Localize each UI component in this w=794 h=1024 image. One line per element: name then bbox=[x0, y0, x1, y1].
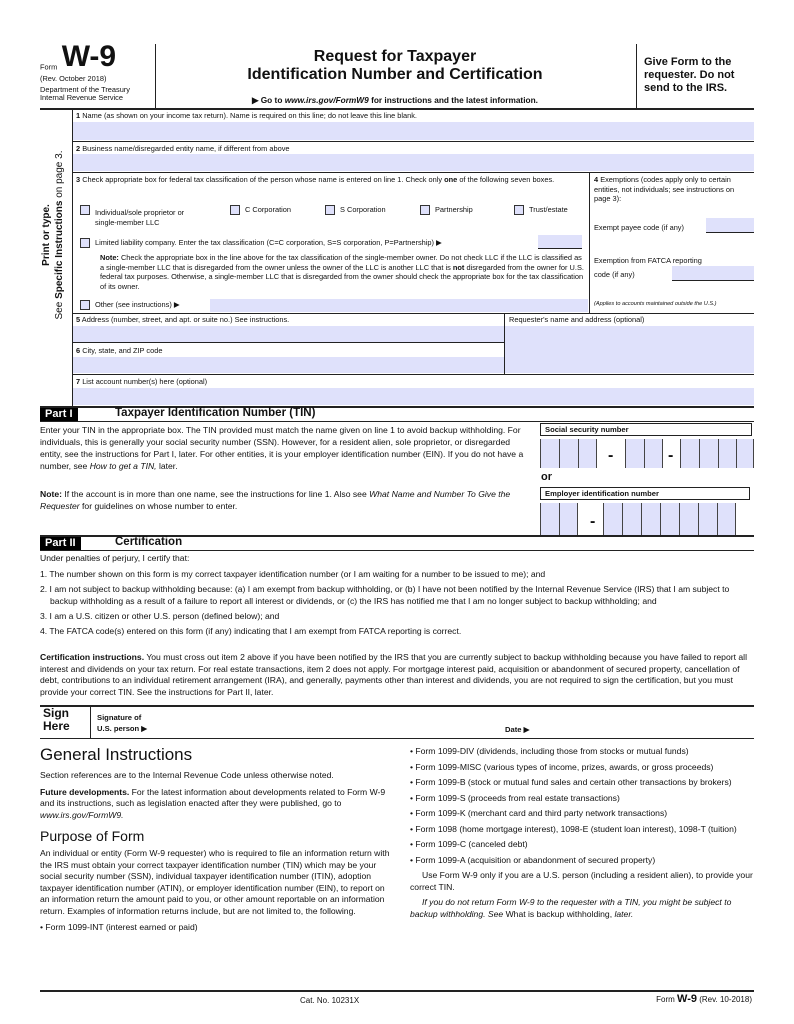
part2-title: Certification bbox=[115, 536, 183, 548]
exemptions-label: 4 Exemptions (codes apply only to certain entities, not individuals; see instructions on page 3): bbox=[594, 175, 735, 204]
ssn-dash: - bbox=[668, 447, 674, 464]
form-title bbox=[156, 48, 634, 84]
exempt-payee-input[interactable] bbox=[706, 218, 754, 233]
part1-tag: Part I bbox=[40, 408, 78, 421]
perjury-intro: Under penalties of perjury, I certify that: bbox=[40, 553, 190, 563]
exempt-payee-label: Exempt payee code (if any) bbox=[594, 223, 684, 232]
ssn-label: Social security number bbox=[540, 423, 752, 436]
side-see: See bbox=[54, 298, 65, 320]
form-list: • Form 1099-DIV (dividends, including those from stocks or mutual funds) • Form 1099-MISC (various types of income, prizes, awards, or gross proceeds) • Form 1099-B (stock or mutual fund sales and certain other transactions by brokers) • Form 1099-S (proceeds from real estate transactions) • Form 1099-K (merchant card and third party network transactions) • Form 1098 (home mortgage interest), 1098-E (student loan interest), 1098-T (tuition) • Form 1099-C (canceled debt) • Form 1099-A (acquisition or abandonment of secured property) Use Form W-9 only if you are a U.S. person (including a resident alien), to provide your correct TIN. If you do not return Form W-9 to the requester with a TIN, you might be subject to backup withholding. See What is backup withholding, later. bbox=[410, 746, 753, 919]
side-specific: Specific Instructions bbox=[54, 200, 65, 299]
ein-field[interactable] bbox=[540, 487, 754, 535]
fatca-label-2: code (if any) bbox=[594, 270, 635, 279]
form-word: Form bbox=[40, 62, 58, 72]
checkbox-s-corp[interactable]: S Corporation bbox=[325, 205, 386, 215]
account-numbers-input[interactable] bbox=[73, 388, 754, 405]
ssn-dash: - bbox=[608, 447, 614, 464]
other-input[interactable] bbox=[210, 299, 588, 312]
checkbox-individual[interactable]: Individual/sole proprietor or single-member LLC bbox=[80, 205, 230, 227]
side-instructions bbox=[40, 120, 66, 350]
print-or-type: Print or type. bbox=[41, 204, 52, 266]
form-id bbox=[40, 42, 155, 102]
llc-note: Note: Check the appropriate box in the line above for the tax classification of the single-member owner. Do not check LLC if the LLC is classified as a single-member LLC that is disregarded from the owner unless the owner of the LLC is another LLC that is not disregarded from the owner for U.S. federal tax purposes. Otherwise, a single-member LLC that is disregarded from the owner should check the appropriate box for the tax classification of its owner. bbox=[100, 253, 584, 291]
certification-items: 1. The number shown on this form is my correct taxpayer identification number (or I am waiting for a number to be issued to me); and 2. I am not subject to backup withholding because: (a) I am exempt from backup withholding, or (b) I have not been notified by the Internal Revenue Service (IRS) that I am subject to backup withholding as a result of a failure to report all interest or dividends, or (c) the IRS has notified me that I am no longer subject to backup withholding; and 3. I am a U.S. citizen or other U.S. person (defined below); and 4. The FATCA code(s) entered on this form (if any) indicating that I am exempt from FATCA reporting is correct. bbox=[40, 569, 730, 636]
fatca-code-input[interactable] bbox=[672, 266, 754, 281]
date-input[interactable] bbox=[540, 708, 750, 737]
address-input[interactable] bbox=[73, 326, 504, 342]
line1-label: 1 Name (as shown on your income tax return). Name is required on this line; do not leave this line blank. bbox=[76, 111, 417, 120]
fatca-label: Exemption from FATCA reporting bbox=[594, 256, 702, 265]
or-label: or bbox=[541, 471, 552, 483]
line7-label: 7 List account number(s) here (optional) bbox=[76, 377, 208, 386]
business-name-input[interactable] bbox=[73, 154, 754, 171]
title-line1: Request for Taxpayer bbox=[313, 48, 477, 65]
part2-tag: Part II bbox=[40, 537, 81, 550]
title-line2: Identification Number and Certification bbox=[247, 66, 543, 83]
signature-input[interactable] bbox=[160, 708, 500, 737]
checkbox-llc[interactable]: Limited liability company. Enter the tax classification (C=C corporation, S=S corporation, P=Partnership) ▶ bbox=[80, 238, 442, 248]
ein-dash: - bbox=[590, 513, 596, 530]
purpose-title: Purpose of Form bbox=[40, 828, 145, 844]
revision: (Rev. October 2018) bbox=[40, 74, 107, 83]
give-form-note: Give Form to the requester. Do not send to the IRS. bbox=[644, 56, 735, 94]
fatca-applies-note: (Applies to accounts maintained outside the U.S.) bbox=[594, 301, 717, 307]
requester-label: Requester's name and address (optional) bbox=[509, 315, 645, 324]
dept-line1: Department of the Treasury bbox=[40, 84, 130, 94]
checkbox-other[interactable]: Other (see instructions) ▶ bbox=[80, 300, 180, 310]
dept-line2: Internal Revenue Service bbox=[40, 92, 123, 102]
name-input[interactable] bbox=[73, 122, 754, 140]
side-page: on page 3. bbox=[54, 150, 65, 201]
signature-label: Signature of U.S. person ▶ bbox=[97, 713, 148, 733]
ssn-field[interactable] bbox=[540, 423, 754, 469]
goto-pre: ▶ Go to bbox=[252, 95, 285, 105]
line2-label: 2 Business name/disregarded entity name, if different from above bbox=[76, 144, 290, 153]
part1-note: Note: If the account is in more than one name, see the instructions for line 1. Also see What Name and Number To Give the Requester for guidelines on whose number to enter. bbox=[40, 489, 511, 511]
requester-input[interactable] bbox=[505, 326, 754, 373]
part1-text: Enter your TIN in the appropriate box. The TIN provided must match the name given on line 1 to avoid backup withholding. For individuals, this is generally your social security number (SSN). However, for a resident alien, sole proprietor, or disregarded entity, see the instructions for Part I, later. For other entities, it is your employer identification number (EIN). If you do not have a number, see How to get a TIN, later. bbox=[40, 425, 524, 471]
goto-post: for instructions and the latest information. bbox=[368, 95, 538, 105]
footer-form-id: Form W-9 (Rev. 10-2018) bbox=[656, 993, 752, 1005]
ein-label: Employer identification number bbox=[540, 487, 750, 500]
checkbox-c-corp[interactable]: C Corporation bbox=[230, 205, 291, 215]
llc-classification-input[interactable] bbox=[538, 235, 582, 249]
checkbox-partnership[interactable]: Partnership bbox=[420, 205, 473, 215]
catalog-number: Cat. No. 10231X bbox=[300, 996, 360, 1005]
line3-label: 3 Check appropriate box for federal tax classification of the person whose name is entered on line 1. Check only one of the following seven boxes. bbox=[76, 175, 555, 184]
checkbox-trust[interactable]: Trust/estate bbox=[514, 205, 568, 215]
form-number: W-9 bbox=[61, 40, 117, 73]
irs-link[interactable]: www.irs.gov/FormW9 bbox=[284, 95, 369, 105]
line5-label: 5 Address (number, street, and apt. or suite no.) See instructions. bbox=[76, 315, 290, 324]
sign-here-label: Sign Here bbox=[43, 706, 70, 733]
city-state-zip-input[interactable] bbox=[73, 357, 504, 373]
goto-line bbox=[156, 95, 634, 106]
certification-instructions: Certification instructions. You must cross out item 2 above if you have been notified by the IRS that you are currently subject to backup withholding because you have failed to report all interest and dividends on your tax return. For real estate transactions, item 2 does not apply. For mortgage interest paid, acquisition or abandonment of secured property, cancellation of debt, contributions to an individual retirement arrangement (IRA), and generally, payments other than interest and dividends, you are not required to sign the certification, but you must provide your correct TIN. See the instructions for Part II, later. bbox=[40, 652, 747, 697]
date-label: Date ▶ bbox=[505, 725, 530, 734]
general-title: General Instructions bbox=[40, 745, 193, 764]
line6-label: 6 City, state, and ZIP code bbox=[76, 346, 163, 355]
general-instructions: General Instructions Section references are to the Internal Revenue Code unless otherwise noted. Future developments. For the latest information about developments related to Form W-9 and its instructions, such as legislation enacted after they were published, go to www.irs.gov/FormW9. Purpose of Form An individual or entity (Form W-9 requester) who is required to file an information return with the IRS must obtain your correct taxpayer identification number (TIN) which may be your social security number (SSN), individual taxpayer identification number (ITIN), adoption taxpayer identification number (ATIN), or employer identification number (EIN), to report on an information return the amount paid to you, or other amount reportable on an information return. Examples of information returns include, but are not limited to, the following. • Form 1099-INT (interest earned or paid) bbox=[40, 744, 392, 934]
part1-title: Taxpayer Identification Number (TIN) bbox=[115, 407, 316, 419]
checkbox[interactable] bbox=[80, 205, 90, 215]
